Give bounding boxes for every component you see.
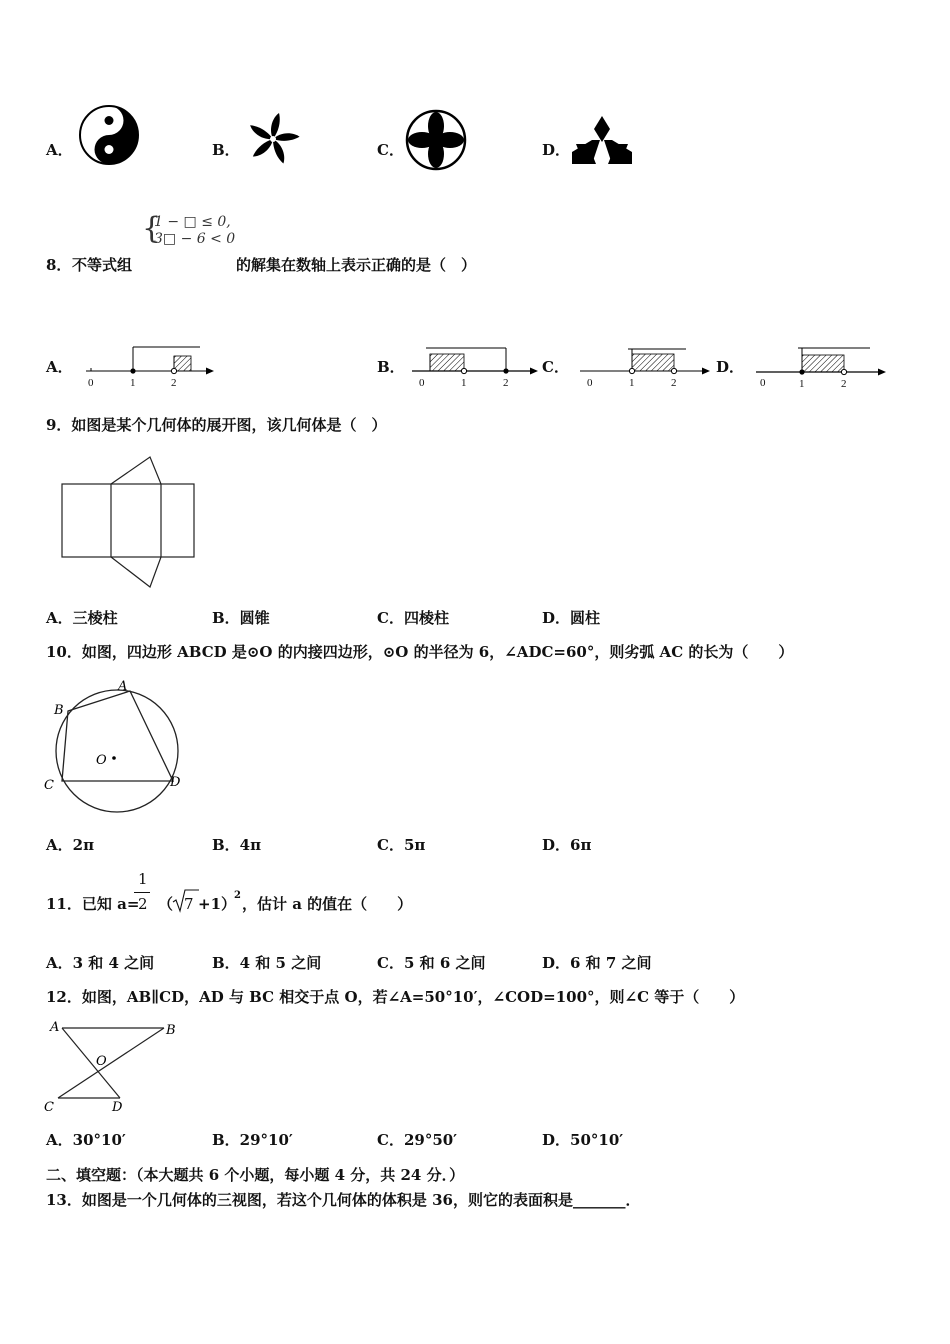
q10-option-d: D．6π xyxy=(542,836,592,854)
q9-option-c: C．四棱柱 xyxy=(377,609,449,627)
tick-label-1: 1 xyxy=(629,377,635,389)
point-d-label: D xyxy=(170,775,181,790)
q8-option-b-label: B． xyxy=(377,358,405,376)
q11-fraction-bar xyxy=(134,892,150,893)
tick-label-2: 2 xyxy=(503,377,509,389)
q12-option-a: A．30°10′ xyxy=(46,1131,126,1149)
point-a-label: A xyxy=(118,679,128,694)
q11-option-c: C．5 和 6 之间 xyxy=(377,954,486,972)
q10-option-b: B．4π xyxy=(212,836,262,854)
q12-stem: 12．如图，AB∥CD，AD 与 BC 相交于点 O，若∠A=50°10′，∠COD=100°，则∠C 等于（ ） xyxy=(46,988,745,1006)
q8-stem-prefix: 不等式组 xyxy=(72,256,133,274)
q8-option-a-number-line xyxy=(80,344,220,390)
tick-label-0: 0 xyxy=(88,377,94,389)
q10-option-c: C．5π xyxy=(377,836,426,854)
q11-question-end: ，估计 a 的值在（ ） xyxy=(242,895,413,913)
q11-radicand: 7 xyxy=(184,895,194,913)
q10-option-a: A．2π xyxy=(46,836,95,854)
yin-yang-icon xyxy=(78,104,140,166)
point-o-label: O xyxy=(96,753,107,768)
q9-option-a: A．三棱柱 xyxy=(46,609,118,627)
q9-option-b: B．圆锥 xyxy=(212,609,270,627)
four-petal-circle-icon xyxy=(404,108,468,172)
q11-tail: +1） xyxy=(198,895,237,913)
tick-label-2: 2 xyxy=(841,378,847,390)
tick-label-0: 0 xyxy=(760,377,766,389)
q8-option-c-label: C． xyxy=(542,358,569,376)
point-c-label: C xyxy=(44,778,54,793)
prism-net-figure xyxy=(60,455,200,591)
q9-option-d: D．圆柱 xyxy=(542,609,601,627)
tick-label-0: 0 xyxy=(419,377,425,389)
q8-option-a-label: A． xyxy=(46,358,73,376)
q8-option-c-number-line xyxy=(576,344,716,390)
q10-stem: 10．如图，四边形 ABCD 是⊙O 的内接四边形，⊙O 的半径为 6，∠ADC=60°，则劣弧 AC 的长为（ ） xyxy=(46,643,794,661)
q11-prefix: 11．已知 a= xyxy=(46,895,140,913)
q11-fraction-denominator: 2 xyxy=(138,895,148,913)
q9-stem: 9．如图是某个几何体的展开图，该几何体是（ ） xyxy=(46,416,387,434)
q12-option-d: D．50°10′ xyxy=(542,1131,624,1149)
q13-stem: 13．如图是一个几何体的三视图，若这个几何体的体积是 36，则它的表面积是_______． xyxy=(46,1191,641,1209)
point-d-label: D xyxy=(112,1100,123,1115)
windmill-flower-icon xyxy=(242,108,304,170)
tick-label-1: 1 xyxy=(130,377,136,389)
q8-option-d-label: D． xyxy=(716,358,745,376)
section-2-heading: 二、填空题：（本大题共 6 个小题，每小题 4 分，共 24 分．） xyxy=(46,1166,465,1184)
tick-label-2: 2 xyxy=(671,377,677,389)
point-b-label: B xyxy=(54,703,64,718)
parallel-lines-figure xyxy=(44,1016,182,1116)
q8-option-d-number-line xyxy=(752,344,892,390)
tick-label-1: 1 xyxy=(799,378,805,390)
tick-label-0: 0 xyxy=(587,377,593,389)
inscribed-quadrilateral-figure xyxy=(42,676,192,822)
q12-option-c: C．29°50′ xyxy=(377,1131,458,1149)
point-a-label: A xyxy=(50,1020,60,1035)
q8-system-line-2: 3□ − 6 < 0 xyxy=(154,231,236,247)
point-c-label: C xyxy=(44,1100,54,1115)
q11-exponent: 2 xyxy=(234,890,241,901)
q12-option-b: B．29°10′ xyxy=(212,1131,293,1149)
tick-label-2: 2 xyxy=(171,377,177,389)
q7-option-a-label: A． xyxy=(46,141,73,159)
tick-label-1: 1 xyxy=(461,377,467,389)
q11-option-a: A．3 和 4 之间 xyxy=(46,954,155,972)
q11-option-d: D．6 和 7 之间 xyxy=(542,954,652,972)
q7-option-d-label: D． xyxy=(542,141,571,159)
point-o-label: O xyxy=(96,1054,107,1069)
q8-stem-suffix: 的解集在数轴上表示正确的是（ ） xyxy=(236,256,477,274)
q8-number: 8． xyxy=(46,256,72,274)
q7-option-b-label: B． xyxy=(212,141,240,159)
q11-fraction-numerator: 1 xyxy=(138,870,148,888)
q11-open-paren: （ xyxy=(158,895,174,913)
q7-option-c-label: C． xyxy=(377,141,404,159)
three-diamond-icon xyxy=(572,116,632,166)
q11-option-b: B．4 和 5 之间 xyxy=(212,954,322,972)
q8-option-b-number-line xyxy=(408,344,548,390)
point-b-label: B xyxy=(166,1023,176,1038)
